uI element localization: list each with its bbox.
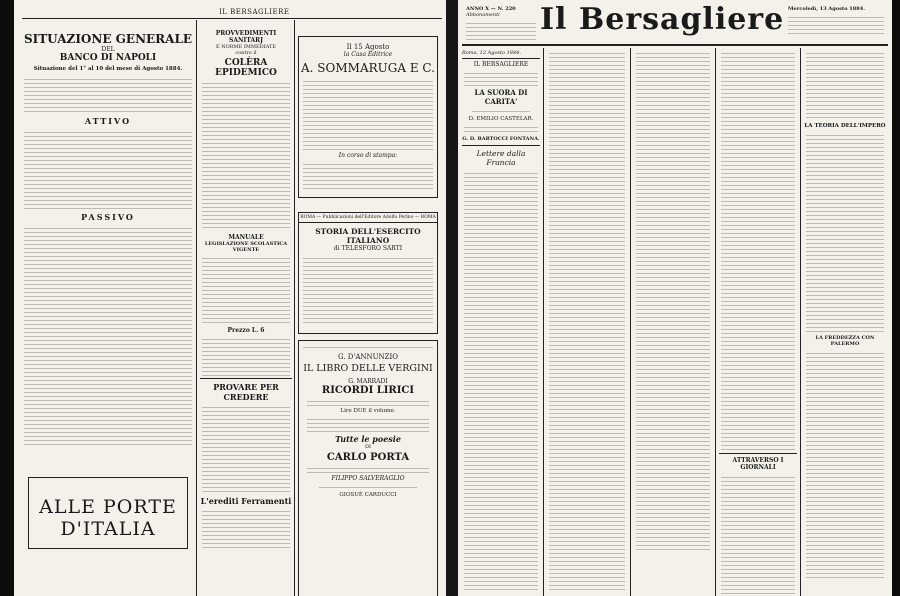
issue-date: Mercoledì, 13 Agosto 1884. — [788, 6, 865, 12]
translation-intro — [464, 124, 538, 134]
column-rule — [294, 20, 295, 596]
sommaruga-ad — [298, 36, 438, 198]
storia-author: di TELESFORO SARTI — [333, 245, 403, 252]
left-col-1 — [22, 22, 194, 596]
freddezza-heading: LA FREDDEZZA CON PALERMO — [815, 335, 875, 347]
banco-title: BANCO DI NAPOLI — [59, 53, 157, 63]
roma-line: ROMA — Pubblicazioni dell'Editore Adolfo Perino — ROMA — [299, 213, 437, 223]
lettere-heading: Lettere dalla Francia — [476, 149, 526, 167]
carducci-intro — [319, 484, 417, 490]
ricordi-details — [307, 398, 429, 406]
feuilleton-intro — [464, 70, 538, 86]
column-rule — [800, 48, 801, 596]
la-suora-title: LA SUORA DI CARITA' — [474, 88, 528, 106]
article-text — [636, 50, 710, 550]
vergini-ad — [298, 340, 438, 596]
situazione-title: SITUAZIONE GENERALE — [23, 32, 193, 46]
provvedimenti-subheading: E NORME IMMEDIATE — [215, 44, 276, 50]
alle-porte-ad — [28, 477, 188, 549]
colera-heading: COLÈRA EPIDEMICO — [215, 58, 277, 78]
marradi-name: G. MARRADI — [348, 378, 388, 385]
right-col-4 — [719, 50, 797, 596]
left-col-2 — [200, 22, 292, 596]
masthead-left-info — [466, 6, 536, 42]
provvedimenti-contro: contro il — [235, 50, 257, 56]
carlo-porta: CARLO PORTA — [326, 452, 410, 463]
storia-title: STORIA DELL'ESERCITO ITALIANO — [315, 227, 421, 245]
article-text — [806, 50, 884, 120]
lettere-text — [464, 170, 538, 590]
provare-text — [202, 404, 290, 494]
legislazione-heading: LEGISLAZIONE SCOLASTICA VIGENTE — [204, 241, 288, 253]
rule — [719, 453, 797, 454]
poesie-di: DI — [365, 444, 371, 450]
porta-details — [307, 465, 429, 473]
provvedimenti-heading: PROVVEDIMENTI SANITARJ — [215, 30, 277, 44]
issue-number: ANNO X — N. 220 — [466, 6, 516, 12]
alle-porte-title: ALLE PORTE D'ITALIA — [39, 496, 177, 540]
left-page — [14, 0, 446, 596]
vergini-intro — [303, 344, 433, 350]
ricordi-price: Lire DUE il volume. — [340, 408, 396, 414]
header-rule — [22, 18, 442, 19]
passivo-table — [24, 225, 192, 445]
ad-incorso: In corso di stampa: — [338, 152, 398, 159]
article-text — [721, 50, 795, 450]
ad-announce: Il 15 Agosto — [346, 43, 390, 51]
author-intro — [472, 108, 530, 114]
ricordi-extra — [307, 416, 429, 432]
column-rule — [630, 48, 631, 596]
vergini-title: IL LIBRO DELLE VERGINI — [303, 363, 433, 374]
right-col-3 — [634, 50, 712, 596]
abbonamenti-rates — [466, 20, 536, 42]
ad-casa: la Casa Editrice — [343, 51, 393, 58]
translator-name: G. D. BARTOCCI FONTANA. — [462, 136, 540, 142]
place-date: Roma, 12 Agosto 1884. — [462, 50, 521, 56]
attraverso-text — [721, 474, 795, 594]
right-col-1 — [462, 50, 540, 596]
masthead-right-info — [788, 6, 884, 36]
salveraglio-name: FILIPPO SALVERAGLIO — [331, 475, 405, 482]
provare-heading: PROVARE PER CREDERE — [200, 378, 292, 402]
right-col-2 — [547, 50, 627, 596]
right-col-5 — [804, 50, 886, 596]
tutte-poesie: Tutte le poesie — [335, 434, 401, 444]
rule — [462, 145, 540, 146]
feuilleton-title: IL BERSAGLIERE — [473, 61, 529, 68]
book-gutter — [446, 0, 458, 596]
ricordi-title: RICORDI LIRICI — [321, 385, 415, 396]
teoria-text — [806, 132, 884, 332]
text-block — [24, 76, 192, 112]
right-page — [458, 0, 892, 596]
ad-book-list — [303, 78, 433, 150]
dannunzio-name: G. D'ANNUNZIO — [337, 353, 399, 361]
passivo-heading: PASSIVO — [81, 212, 135, 222]
prezzo-line: Prezzo L. 6 — [227, 327, 265, 334]
colera-text — [202, 80, 290, 230]
abbonamenti-label: Abbonamenti — [466, 12, 500, 18]
ad-forthcoming — [303, 161, 433, 189]
left-page-header: IL BERSAGLIERE — [219, 8, 290, 16]
situazione-date-line: Situazione del 1° al 10 del mese di Agosto 1884. — [33, 66, 183, 72]
situazione-subtitle-del: DEL — [101, 46, 115, 53]
attraverso-heading: ATTRAVERSO I GIORNALI — [732, 457, 784, 471]
ferramenti-text — [202, 508, 290, 548]
prezzo-text — [202, 336, 290, 376]
storia-ad — [298, 212, 438, 334]
legislazione-text — [202, 255, 290, 325]
freddezza-text — [806, 350, 884, 580]
masthead-right-text — [788, 14, 884, 36]
ferramenti-heading: L'erediti Ferramenti — [200, 496, 292, 506]
storia-text — [303, 255, 433, 325]
attivo-table — [24, 129, 192, 209]
column-rule — [196, 20, 197, 596]
attivo-heading: ATTIVO — [84, 116, 132, 126]
left-col-3 — [298, 22, 438, 596]
article-text — [549, 50, 625, 590]
carducci-name: GIOSUÈ CARDUCCI — [339, 492, 397, 498]
masthead-rule — [462, 44, 888, 46]
rule — [462, 58, 540, 59]
manuale-heading: MANUALE — [228, 234, 264, 241]
column-rule — [715, 48, 716, 596]
masthead-title: Il Bersagliere — [540, 2, 785, 37]
author-name: D. EMILIO CASTELAR. — [468, 116, 534, 122]
ad-publisher: A. SOMMARUGA E C. — [301, 61, 435, 75]
teoria-heading: LA TEORIA DELL'IMPERO — [804, 123, 886, 129]
column-rule — [543, 48, 544, 596]
